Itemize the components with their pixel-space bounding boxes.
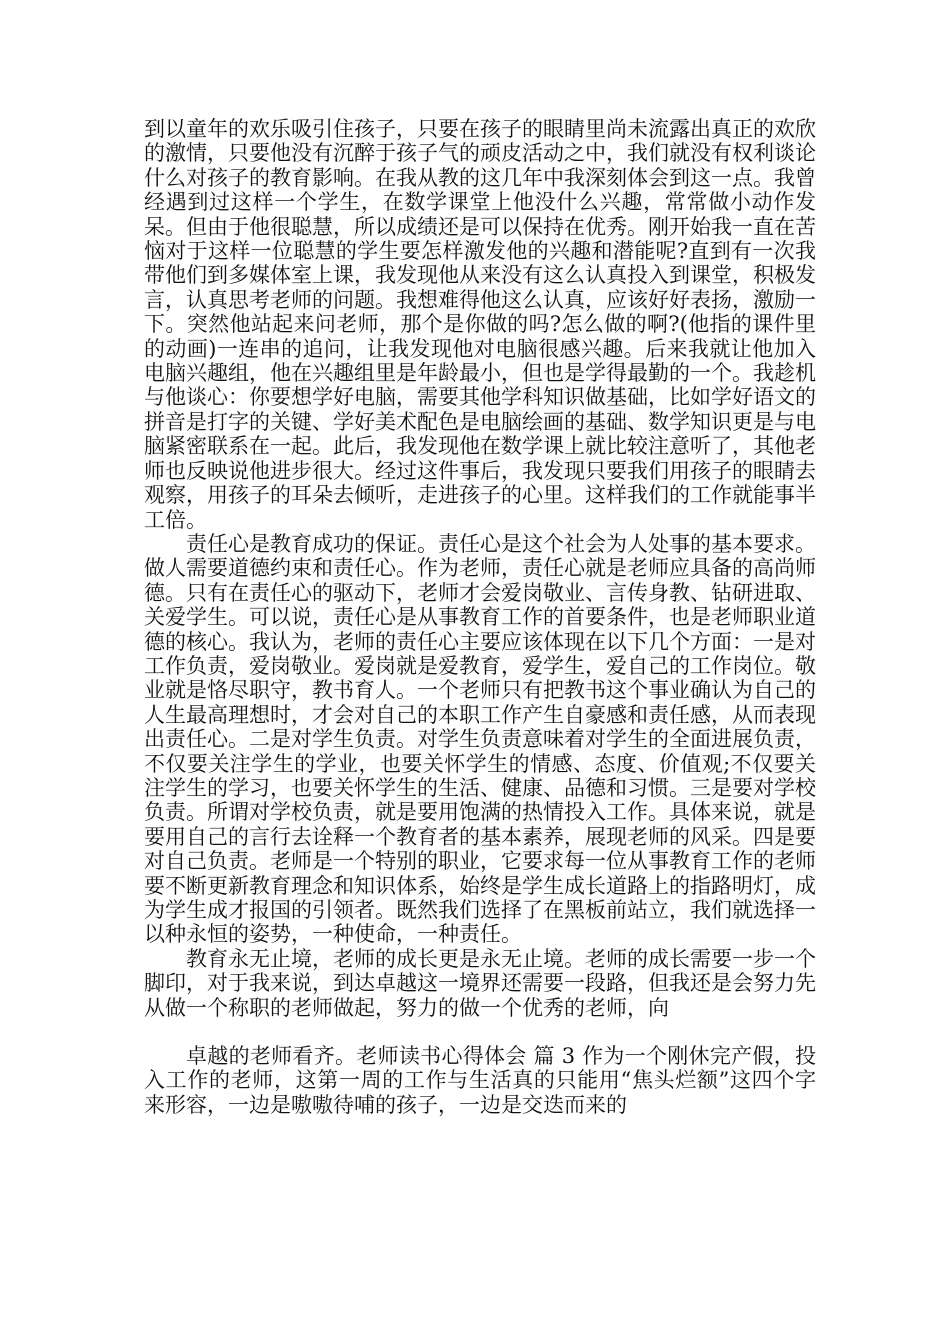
document-body xyxy=(144,117,816,1117)
paragraph-gap xyxy=(144,1020,816,1044)
paragraph-2: 责任心是教育成功的保证。责任心是这个社会为人处事的基本要求。做人需要道德约束和责任心。作为老师，责任心就是老师应具备的高尚师德。只有在责任心的驱动下，老师才会爱岗敬业、言传身教、钻研进取、关爱学生。可以说，责任心是从事教育工作的首要条件，也是老师职业道德的核心。我认为，老师的责任心主要应该体现在以下几个方面：一是对工作负责，爱岗敬业。爱岗就是爱教育，爱学生，爱自己的工作岗位。敬业就是恪尽职守，教书育人。一个老师只有把教书这个事业确认为自己的人生最高理想时，才会对自己的本职工作产生自豪感和责任感，从而表现出责任心。二是对学生负责。对学生负责意味着对学生的全面进展负责，不仅要关注学生的学业，也要关怀学生的情感、态度、价值观;不仅要关注学生的学习，也要关怀学生的生活、健康、品德和习惯。三是要对学校负责。所谓对学校负责，就是要用饱满的热情投入工作。具体来说，就是要用自己的言行去诠释一个教育者的基本素养，展现老师的风采。四是要对自己负责。老师是一个特别的职业，它要求每一位从事教育工作的老师要不断更新教育理念和知识体系，始终是学生成长道路上的指路明灯，成为学生成才报国的引领者。既然我们选择了在黑板前站立，我们就选择一以种永恒的姿势，一种使命，一种责任。 xyxy=(144,531,816,947)
paragraph-4: 卓越的老师看齐。老师读书心得体会 篇 3 作为一个刚休完产假，投入工作的老师，这第一周的工作与生活真的只能用“焦头烂额”这四个字来形容，一边是嗷嗷待哺的孩子，一边是交迭而来的 xyxy=(144,1044,816,1117)
paragraph-1: 到以童年的欢乐吸引住孩子，只要在孩子的眼睛里尚未流露出真正的欢欣的激情，只要他没有沉醉于孩子气的顽皮活动之中，我们就没有权利谈论什么对孩子的教育影响。在我从教的这几年中我深刻体会到这一点。我曾经遇到过这样一个学生，在数学课堂上他没什么兴趣，常常做小动作发呆。但由于他很聪慧，所以成绩还是可以保持在优秀。刚开始我一直在苦恼对于这样一位聪慧的学生要怎样激发他的兴趣和潜能呢?直到有一次我带他们到多媒体室上课，我发现他从来没有这么认真投入到课堂，积极发言，认真思考老师的问题。我想难得他这么认真，应该好好表扬，激励一下。突然他站起来问老师，那个是你做的吗?怎么做的啊?(他指的课件里的动画)一连串的追问，让我发现他对电脑很感兴趣。后来我就让他加入电脑兴趣组，他在兴趣组里是年龄最小，但也是学得最勤的一个。我趁机与他谈心：你要想学好电脑，需要其他学科知识做基础，比如学好语文的拼音是打字的关键、学好美术配色是电脑绘画的基础、数学知识更是与电脑紧密联系在一起。此后，我发现他在数学课上就比较注意听了，其他老师也反映说他进步很大。经过这件事后，我发现只要我们用孩子的眼睛去观察，用孩子的耳朵去倾听，走进孩子的心里。这样我们的工作就能事半工倍。 xyxy=(144,117,816,532)
paragraph-3: 教育永无止境，老师的成长更是永无止境。老师的成长需要一步一个脚印，对于我来说，到达卓越这一境界还需要一段路，但我还是会努力先从做一个称职的老师做起，努力的做一个优秀的老师，向 xyxy=(144,946,816,1020)
